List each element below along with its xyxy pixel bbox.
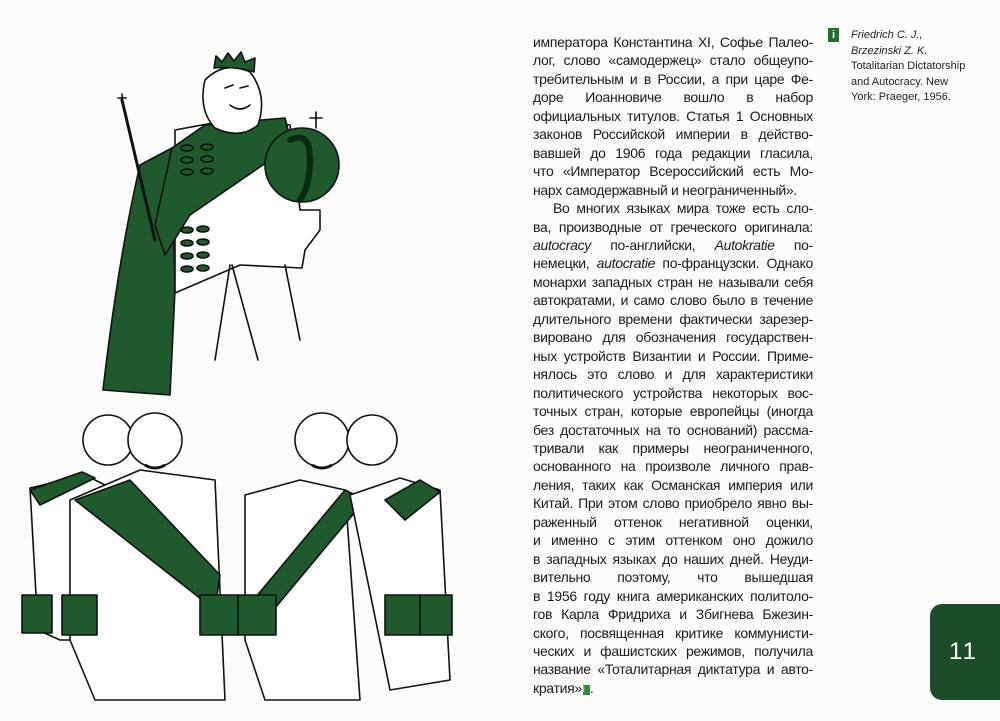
text-segment: нарх самодержавный и неограниченный». bbox=[533, 181, 798, 198]
text-line bbox=[533, 199, 813, 217]
text-line bbox=[533, 605, 813, 623]
text-segment: раженный оттенок негативной оценки, bbox=[533, 513, 813, 530]
text-line bbox=[533, 88, 813, 106]
text-segment: лог, слово «самодержец» стало общеупо- bbox=[533, 52, 813, 69]
text-line bbox=[533, 587, 813, 605]
text-segment: что «Император Всероссийский есть Мо- bbox=[533, 163, 813, 180]
text-segment: императора Константина XI, Софье Палео- bbox=[533, 34, 813, 50]
text-line bbox=[533, 365, 813, 383]
text-segment: основанного на произволе личного прав- bbox=[533, 458, 813, 475]
text-line bbox=[533, 70, 813, 88]
king-head bbox=[203, 68, 262, 134]
text-line bbox=[533, 421, 813, 439]
text-line bbox=[533, 384, 813, 402]
text-line bbox=[533, 439, 813, 457]
text-line bbox=[533, 144, 813, 162]
text-line bbox=[533, 291, 813, 309]
text-segment: по-французски. Однако bbox=[655, 255, 813, 272]
footnote-marker-icon[interactable]: i bbox=[583, 685, 590, 695]
text-segment: Во многих языках мира тоже есть сло- bbox=[553, 200, 813, 217]
italic-term: autocracy bbox=[533, 236, 591, 253]
text-line bbox=[533, 642, 813, 660]
text-segment: нялось это слово и для характеристики bbox=[533, 366, 813, 383]
text-line bbox=[533, 181, 813, 199]
official-3 bbox=[238, 413, 365, 700]
text-segment: тривали как примеры неограниченного, bbox=[533, 439, 813, 456]
text-segment: законов Российской империи в действо- bbox=[533, 126, 813, 143]
text-line bbox=[533, 494, 813, 512]
text-line bbox=[533, 624, 813, 642]
text-line bbox=[533, 660, 813, 678]
text-line bbox=[533, 254, 813, 272]
text-line bbox=[533, 347, 813, 365]
text-segment: по- bbox=[774, 236, 813, 253]
text-line bbox=[533, 476, 813, 494]
text-line bbox=[533, 679, 813, 697]
text-line bbox=[533, 236, 813, 254]
text-line bbox=[533, 457, 813, 475]
info-icon: i bbox=[828, 28, 839, 42]
text-segment: ва, производные от греческого оригинала: bbox=[533, 218, 813, 235]
text-segment: официальных титулов. Статья 1 Основных bbox=[533, 107, 813, 124]
text-line bbox=[533, 107, 813, 125]
text-line bbox=[533, 33, 813, 51]
text-segment: в западных языках до наших дней. Неуди- bbox=[533, 550, 813, 567]
official-4 bbox=[347, 415, 452, 690]
text-line bbox=[533, 550, 813, 568]
text-segment: в 1956 году книга американских политоло- bbox=[533, 587, 813, 604]
italic-term: Autokratie bbox=[714, 236, 775, 253]
text-segment: политического устройства некоторых вос- bbox=[533, 384, 813, 401]
text-segment: без достаточных на то оснований) рассма- bbox=[533, 421, 813, 438]
text-segment: Китай. При этом слово приобрело явно вы- bbox=[533, 495, 813, 512]
text-segment: название «Тоталитарная диктатура и авто- bbox=[533, 661, 813, 678]
text-segment: ческих и фашистских режимов, получила bbox=[533, 642, 813, 659]
text-line bbox=[533, 568, 813, 586]
text-line bbox=[533, 273, 813, 291]
text-segment: ных устройств Византии и России. Приме- bbox=[533, 347, 813, 364]
text-line bbox=[533, 51, 813, 69]
text-line bbox=[533, 513, 813, 531]
text-segment: требительным и в России, а при царе Фе- bbox=[533, 70, 813, 87]
text-segment: вировано для обозначения государствен- bbox=[533, 329, 813, 346]
text-segment: монархи западных стран не называли себя bbox=[533, 273, 813, 290]
page-number: 11 bbox=[930, 604, 1000, 700]
sidenote-title: Totalitarian Dictatorship and Autocracy. New York: Praeger, 1956. bbox=[851, 60, 966, 103]
text-line bbox=[533, 531, 813, 549]
text-segment: доре Иоанновиче вошло в набор bbox=[533, 89, 813, 106]
text-segment: немецки, bbox=[533, 255, 597, 272]
sidenote-reference bbox=[851, 28, 971, 106]
body-text bbox=[533, 33, 813, 697]
text-segment: и именно с этим оттенком оно дожило bbox=[533, 532, 813, 549]
text-segment: по-английски, bbox=[591, 236, 715, 253]
text-line bbox=[533, 328, 813, 346]
text-segment: вительно поэтому, что вышедшая bbox=[533, 569, 813, 586]
text-segment: вавшей до 1906 года редакции гласила, bbox=[533, 144, 813, 161]
text-line bbox=[533, 218, 813, 236]
text-segment: длительного времени фактически зарезер- bbox=[533, 310, 813, 327]
text-segment: кратия» bbox=[533, 679, 582, 696]
text-segment: гов Карла Фридриха и Збигнева Бжезин- bbox=[533, 606, 813, 623]
text-segment: точных стран, которые европейцы (иногда bbox=[533, 403, 813, 420]
text-segment: ления, таких как Османская империя или bbox=[533, 476, 813, 493]
text-line bbox=[533, 162, 813, 180]
sidenote-authors: Friedrich C. J., Brzezinski Z. K. bbox=[851, 29, 928, 57]
text-line bbox=[533, 125, 813, 143]
text-segment: . bbox=[589, 679, 594, 696]
text-line bbox=[533, 402, 813, 420]
text-line bbox=[533, 310, 813, 328]
text-segment: автократами, и само слово было в течение bbox=[533, 292, 813, 309]
italic-term: autocratie bbox=[596, 255, 656, 272]
text-segment: ского, посвященная критике коммунисти- bbox=[533, 624, 813, 641]
